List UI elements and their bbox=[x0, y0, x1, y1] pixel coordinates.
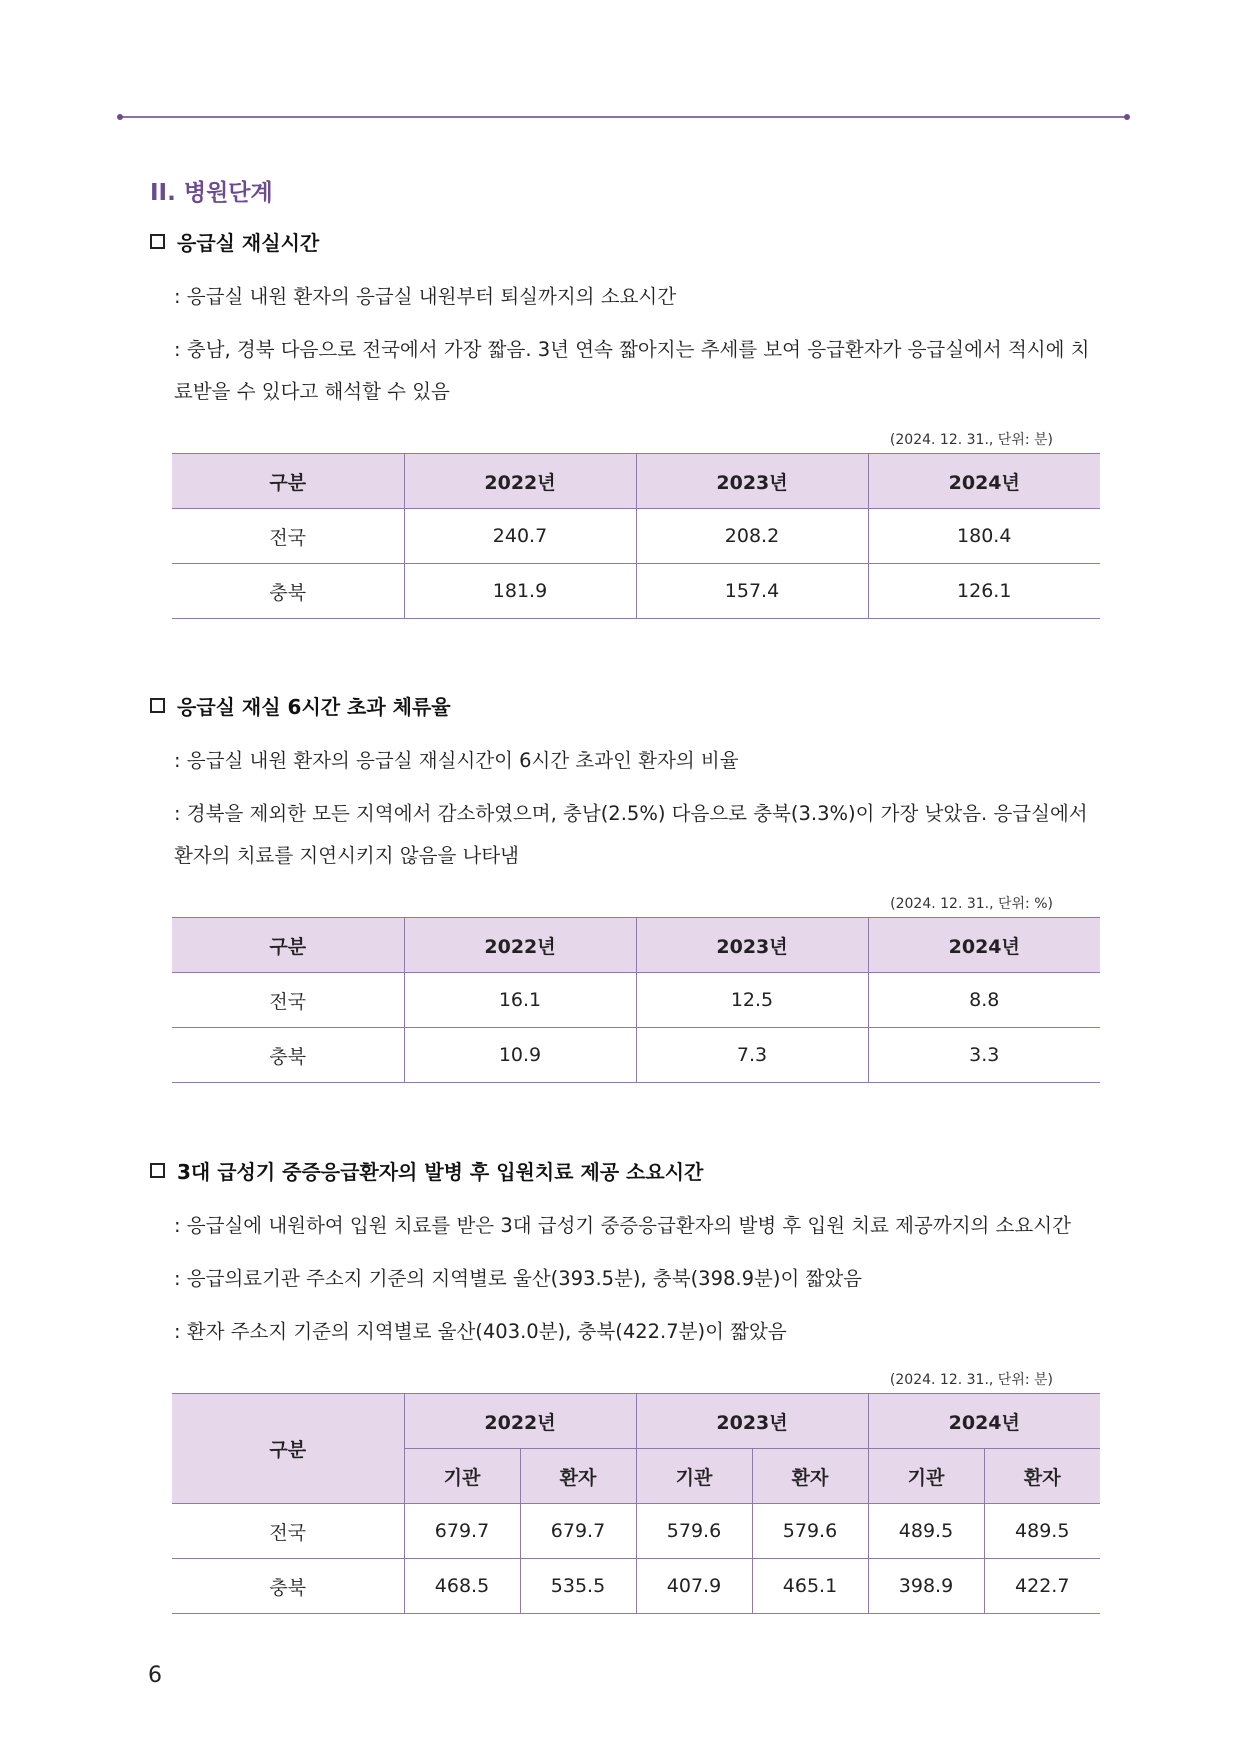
table-cell: 579.6 bbox=[752, 1504, 868, 1559]
row-label: 전국 bbox=[172, 973, 404, 1028]
unit-note: (2024. 12. 31., 단위: 분) bbox=[889, 1372, 1053, 1388]
checkbox-icon bbox=[150, 1163, 165, 1178]
checkbox-icon bbox=[150, 234, 165, 249]
table-cell: 180.4 bbox=[868, 509, 1100, 564]
table-cell: 126.1 bbox=[868, 564, 1100, 619]
header-year: 2024년 bbox=[868, 454, 1100, 509]
table-cell: 181.9 bbox=[404, 564, 636, 619]
header-sub: 환자 bbox=[520, 1449, 636, 1504]
table-cell: 3.3 bbox=[868, 1028, 1100, 1083]
section-acute-inpatient-time bbox=[150, 1157, 1100, 1599]
section-title bbox=[150, 228, 1100, 254]
bullet-analysis: : 경북을 제외한 모든 지역에서 감소하였으며, 충남(2.5%) 다음으로 충북(3.3%)이 가장 낮았음. 응급실에서 환자의 치료를 지연시키지 않음을 나타냄 bbox=[174, 802, 1088, 867]
section-er-stay-time bbox=[150, 228, 1100, 604]
divider-dot-right bbox=[1124, 114, 1130, 120]
row-label: 충북 bbox=[172, 1028, 404, 1083]
section-title bbox=[150, 692, 1100, 718]
chapter-title: II. 병원단계 bbox=[150, 180, 273, 206]
table-cell: 16.1 bbox=[404, 973, 636, 1028]
header-sub: 기관 bbox=[636, 1449, 752, 1504]
table-row bbox=[172, 1028, 1100, 1083]
er-6h-stay-rate-table bbox=[172, 917, 1100, 1083]
table-cell: 10.9 bbox=[404, 1028, 636, 1083]
bullet-definition: : 응급실 내원 환자의 응급실 내원부터 퇴실까지의 소요시간 bbox=[174, 285, 677, 308]
table-cell: 489.5 bbox=[984, 1504, 1100, 1559]
table-cell: 489.5 bbox=[868, 1504, 984, 1559]
section-title-text: 3대 급성기 중증응급환자의 발병 후 입원치료 제공 소요시간 bbox=[177, 1159, 704, 1184]
bullet-analysis: : 충남, 경북 다음으로 전국에서 가장 짧음. 3년 연속 짧아지는 추세를 보여 응급환자가 응급실에서 적시에 치료받을 수 있다고 해석할 수 있음 bbox=[174, 338, 1090, 403]
row-label: 충북 bbox=[172, 1559, 404, 1614]
divider-dot-left bbox=[117, 114, 123, 120]
header-category: 구분 bbox=[172, 918, 404, 973]
header-year: 2022년 bbox=[404, 1394, 636, 1449]
bullet-definition: : 응급실 내원 환자의 응급실 재실시간이 6시간 초과인 환자의 비율 bbox=[174, 749, 739, 772]
table-cell: 157.4 bbox=[636, 564, 868, 619]
header-year: 2024년 bbox=[868, 918, 1100, 973]
header-category: 구분 bbox=[172, 454, 404, 509]
table-cell: 407.9 bbox=[636, 1559, 752, 1614]
page-number: 6 bbox=[148, 1663, 162, 1688]
header-sub: 환자 bbox=[984, 1449, 1100, 1504]
table-cell: 679.7 bbox=[404, 1504, 520, 1559]
table-row bbox=[172, 973, 1100, 1028]
unit-note: (2024. 12. 31., 단위: %) bbox=[890, 896, 1053, 912]
er-stay-time-table bbox=[172, 453, 1100, 619]
header-year: 2024년 bbox=[868, 1394, 1100, 1449]
table-cell: 465.1 bbox=[752, 1559, 868, 1614]
row-label: 충북 bbox=[172, 564, 404, 619]
table-row bbox=[172, 1504, 1100, 1559]
table-header-row bbox=[172, 1394, 1100, 1449]
bullet-facility-basis: : 응급의료기관 주소지 기준의 지역별로 울산(393.5분), 충북(398.9분)이 짧았음 bbox=[174, 1267, 862, 1290]
table-cell: 422.7 bbox=[984, 1559, 1100, 1614]
header-year: 2022년 bbox=[404, 454, 636, 509]
header-year: 2023년 bbox=[636, 1394, 868, 1449]
header-year: 2023년 bbox=[636, 918, 868, 973]
section-er-6h-stay-rate bbox=[150, 692, 1100, 1068]
section-title bbox=[150, 1157, 1100, 1183]
checkbox-icon bbox=[150, 698, 165, 713]
table-cell: 208.2 bbox=[636, 509, 868, 564]
header-year: 2022년 bbox=[404, 918, 636, 973]
header-sub: 환자 bbox=[752, 1449, 868, 1504]
table-cell: 398.9 bbox=[868, 1559, 984, 1614]
unit-note: (2024. 12. 31., 단위: 분) bbox=[889, 432, 1053, 448]
table-row bbox=[172, 564, 1100, 619]
table-cell: 8.8 bbox=[868, 973, 1100, 1028]
table-header-row bbox=[172, 454, 1100, 509]
row-label: 전국 bbox=[172, 1504, 404, 1559]
table-header-row bbox=[172, 918, 1100, 973]
table-row bbox=[172, 509, 1100, 564]
bullet-definition: : 응급실에 내원하여 입원 치료를 받은 3대 급성기 중증응급환자의 발병 후 입원 치료 제공까지의 소요시간 bbox=[174, 1214, 1071, 1237]
section-title-text: 응급실 재실 6시간 초과 체류율 bbox=[177, 694, 451, 719]
table-cell: 12.5 bbox=[636, 973, 868, 1028]
acute-inpatient-time-table bbox=[172, 1393, 1100, 1614]
table-cell: 468.5 bbox=[404, 1559, 520, 1614]
bullet-patient-basis: : 환자 주소지 기준의 지역별로 울산(403.0분), 충북(422.7분)이 짧았음 bbox=[174, 1320, 787, 1343]
table-cell: 240.7 bbox=[404, 509, 636, 564]
header-sub: 기관 bbox=[404, 1449, 520, 1504]
table-cell: 579.6 bbox=[636, 1504, 752, 1559]
table-row bbox=[172, 1559, 1100, 1614]
row-label: 전국 bbox=[172, 509, 404, 564]
table-cell: 7.3 bbox=[636, 1028, 868, 1083]
section-title-text: 응급실 재실시간 bbox=[177, 230, 320, 255]
top-divider bbox=[120, 116, 1127, 118]
table-cell: 679.7 bbox=[520, 1504, 636, 1559]
header-year: 2023년 bbox=[636, 454, 868, 509]
header-category: 구분 bbox=[172, 1394, 404, 1504]
table-cell: 535.5 bbox=[520, 1559, 636, 1614]
header-sub: 기관 bbox=[868, 1449, 984, 1504]
